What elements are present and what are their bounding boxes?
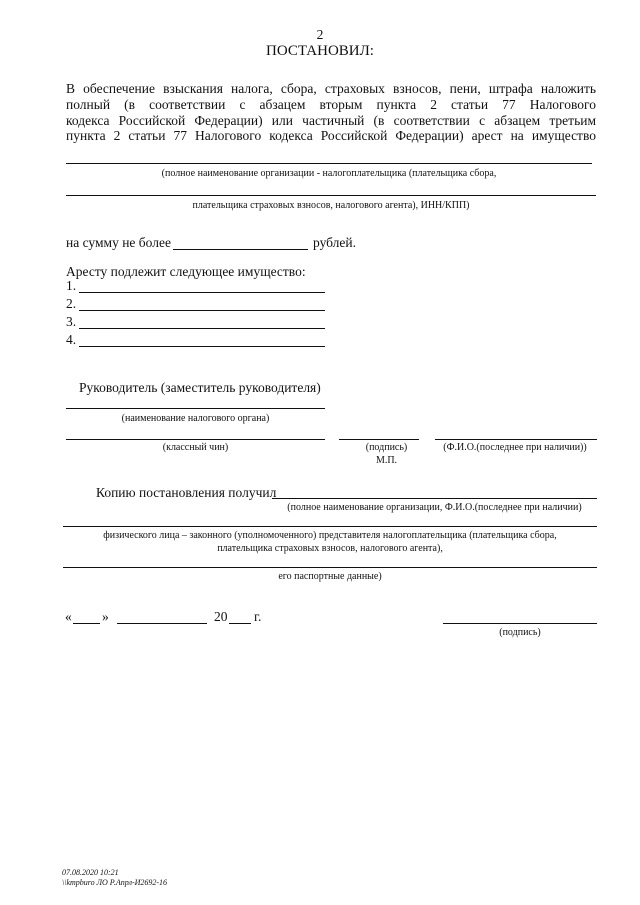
footer-file-path: \\kmpburo ЛО Р.Апрл-И2692-16 [62,878,168,887]
copy-caption-2: физического лица – законного (уполномоченного) представителя налогоплательщика (плательщика сбора, [103,530,557,541]
date-day-line [73,623,100,624]
sum-prefix: на сумму не более [66,235,171,250]
sum-suffix: рублей. [313,235,357,250]
tax-authority-caption: (наименование налогового органа) [121,413,270,424]
date-year-suffix: г. [254,609,262,624]
property-item-number-4: 4. [66,332,77,347]
resolution-heading: ПОСТАНОВИЛ: [266,43,374,59]
property-item-number-1: 1. [66,278,77,293]
passport-caption: его паспортные данные) [278,571,382,582]
sum-blank-line [173,249,308,250]
footer-timestamp: 07.08.2020 10:21 [62,868,119,877]
date-open-quote: « [65,609,72,624]
property-item-line-4 [79,346,325,347]
org-caption-2: плательщика страховых взносов, налогового агента), ИНН/КПП) [192,200,470,211]
signature-caption: (подпись) [365,442,408,453]
property-item-number-3: 3. [66,314,77,329]
copy-recipient-line-1 [272,498,597,499]
copy-caption-3: плательщика страховых взносов, налогового агента), [217,543,443,554]
property-item-number-2: 2. [66,296,77,311]
property-item-line-2 [79,310,325,311]
copy-caption-1: (полное наименование организации, Ф.И.О.(последнее при наличии) [287,502,582,513]
fio-line [435,439,597,440]
paragraph-line-1: В обеспечение взыскания налога, сбора, страховых взносов, пени, штрафа наложить [66,81,596,96]
signature-line [339,439,419,440]
property-item-line-3 [79,328,325,329]
org-caption-1: (полное наименование организации - налогоплательщика (плательщика сбора, [161,168,497,179]
org-name-line-1 [66,163,592,164]
org-name-line-2 [66,195,596,196]
head-title: Руководитель (заместитель руководителя) [79,380,321,395]
date-close-quote: » [102,609,109,624]
page-number: 2 [316,27,324,42]
paragraph-line-3: кодекса Российской Федерации) или частичный (в соответствии с абзацем третьим [66,113,596,128]
property-heading: Аресту подлежит следующее имущество: [66,264,306,279]
class-rank-caption: (классный чин) [162,442,229,453]
copy-received-label: Копию постановления получил [96,485,277,500]
class-rank-line [66,439,325,440]
passport-line [63,567,597,568]
stamp-label: М.П. [375,455,398,466]
fio-caption: (Ф.И.О.(последнее при наличии)) [443,442,587,453]
final-signature-line [443,623,597,624]
property-item-line-1 [79,292,325,293]
final-signature-caption: (подпись) [499,627,541,638]
paragraph-line-2: полный (в соответствии с абзацем вторым пункта 2 статьи 77 Налогового [66,97,596,112]
date-year-prefix: 20 [214,609,228,624]
date-month-line [117,623,207,624]
tax-authority-line [66,408,325,409]
date-year-line [229,623,251,624]
copy-recipient-line-2 [63,526,597,527]
paragraph-line-4: пункта 2 статьи 77 Налогового кодекса Российской Федерации) арест на имущество [66,128,596,143]
